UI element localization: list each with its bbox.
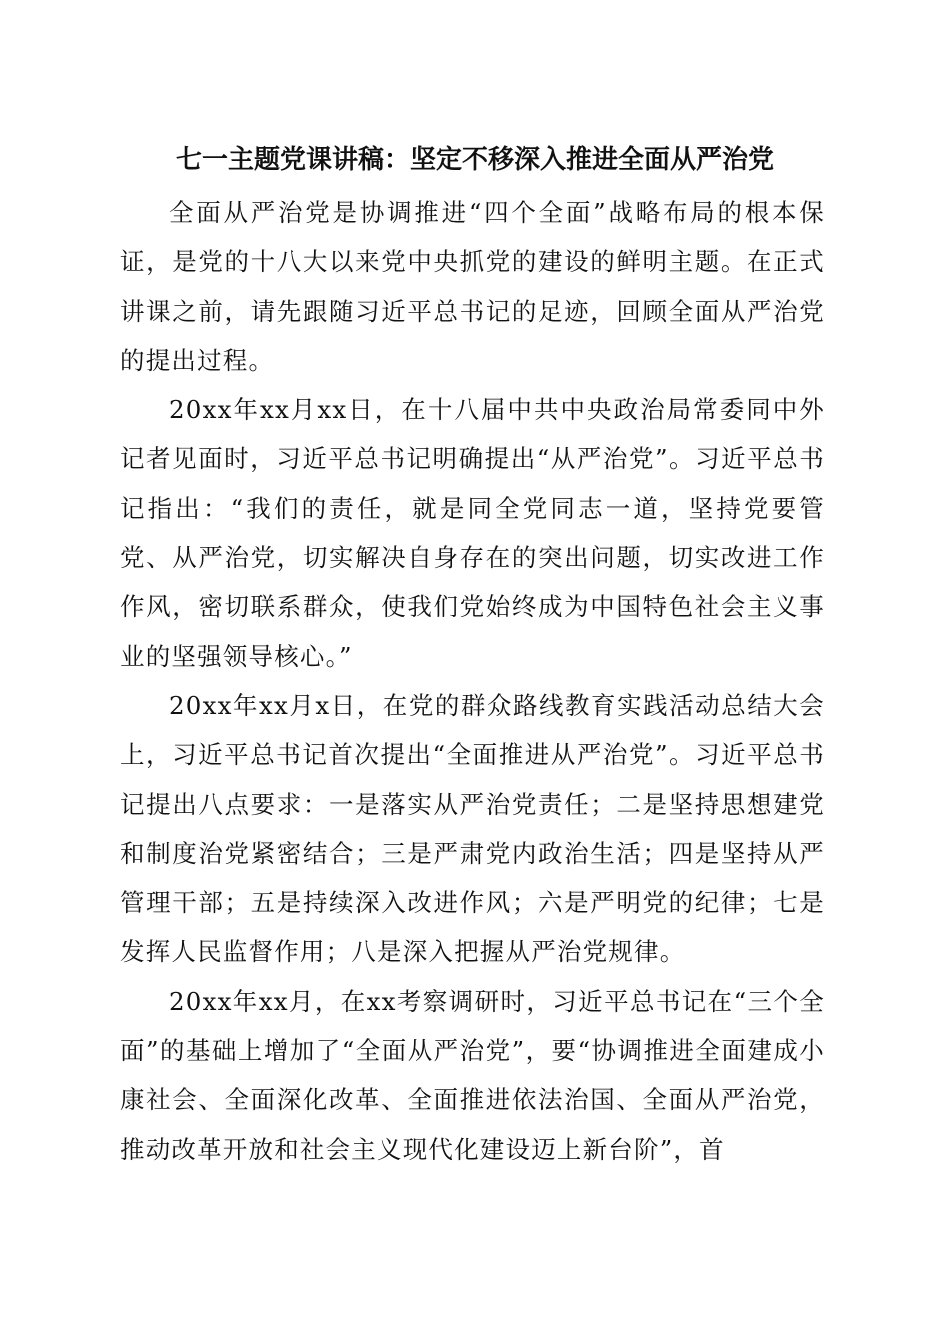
document-body [120, 188, 825, 1174]
paragraph-four-comprehensives: 20xx年xx月，在xx考察调研时，习近平总书记在“三个全面”的基础上增加了“全面从严治党”，要“协调推进全面建成小康社会、全面深化改革、全面推进依法治国、全面从严治党，推动改革开放和社会主义现代化建设迈上新台阶”，首 [120, 986, 825, 1164]
paragraph-first-proposal: 20xx年xx月xx日，在十八届中共中央政治局常委同中外记者见面时，习近平总书记明确提出“从严治党”。习近平总书记指出：“我们的责任，就是同全党同志一道，坚持党要管党、从严治党，切实解决自身存在的突出问题，切实改进工作作风，密切联系群众，使我们党始终成为中国特色社会主义事业的坚强领导核心。” [120, 395, 825, 671]
paragraph-eight-requirements: 20xx年xx月x日，在党的群众路线教育实践活动总结大会上，习近平总书记首次提出“全面推进从严治党”。习近平总书记提出八点要求：一是落实从严治党责任；二是坚持思想建党和制度治党紧密结合；三是严肃党内政治生活；四是坚持从严管理干部；五是持续深入改进作风；六是严明党的纪律；七是发挥人民监督作用；八是深入把握从严治党规律。 [120, 690, 825, 967]
paragraph-intro: 全面从严治党是协调推进“四个全面”战略布局的根本保证，是党的十八大以来党中央抓党的建设的鲜明主题。在正式讲课之前，请先跟随习近平总书记的足迹，回顾全面从严治党的提出过程。 [120, 198, 825, 375]
document-title: 七一主题党课讲稿：坚定不移深入推进全面从严治党 [175, 145, 774, 175]
